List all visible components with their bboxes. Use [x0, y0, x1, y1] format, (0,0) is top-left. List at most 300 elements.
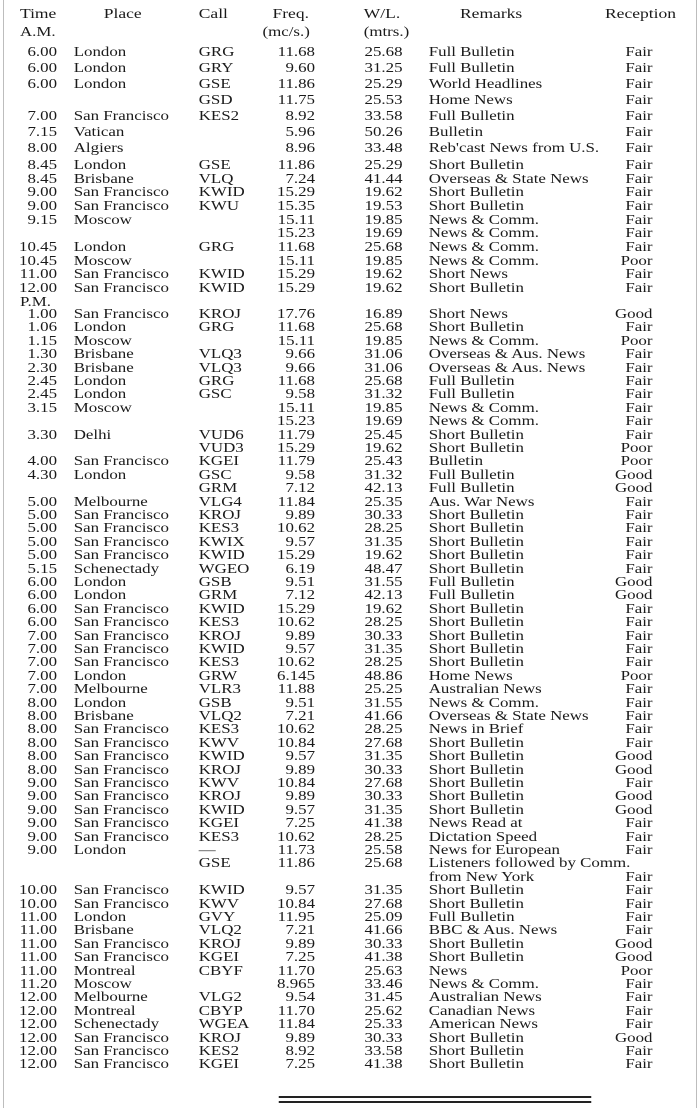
row-place-cell: London: [73, 239, 127, 255]
row-reception-cell: Fair: [625, 140, 653, 155]
row-reception-cell: Fair: [625, 882, 653, 898]
row-wl-cell: 25.62: [364, 1002, 403, 1018]
row-reception-cell: Fair: [625, 520, 653, 536]
row-place-cell: Algiers: [73, 140, 124, 155]
row-call-cell: VLQ3: [198, 359, 242, 375]
row-place-cell: San Francisco: [73, 788, 169, 804]
row-place-cell: San Francisco: [73, 1029, 169, 1045]
row-time-cell: 7.00: [27, 641, 58, 656]
row-wl-cell: 25.53: [364, 92, 403, 107]
row-remarks-cell: Aus. War News: [428, 493, 535, 509]
row-freq-cell: 11.84: [277, 493, 315, 509]
section-am-label: A.M.: [20, 24, 56, 39]
row-reception-cell: Fair: [625, 60, 653, 75]
row-remarks-cell: News & Comm.: [428, 332, 539, 348]
row-freq-cell: 9.89: [285, 507, 315, 522]
row-wl-cell: 30.33: [364, 935, 403, 951]
row-wl-cell: 31.06: [364, 359, 403, 375]
row-freq-cell: 9.57: [285, 641, 315, 656]
row-remarks-cell: News & Comm.: [428, 225, 539, 241]
row-remarks-cell: News & Comm.: [428, 976, 539, 991]
row-reception-cell: Fair: [625, 239, 653, 255]
row-place-cell: San Francisco: [73, 533, 169, 549]
row-freq-cell: 9.57: [285, 882, 315, 898]
row-wl-cell: 41.66: [364, 708, 403, 723]
row-reception-cell: Fair: [625, 721, 653, 737]
section-pm-label: P.M.: [20, 294, 51, 309]
row-remarks-cell: Short Bulletin: [428, 614, 524, 630]
row-time-cell: 8.00: [27, 708, 58, 723]
row-wl-cell: 30.33: [364, 507, 403, 522]
row-wl-cell: 25.68: [364, 44, 403, 59]
row-reception-cell: Good: [615, 466, 653, 482]
row-freq-cell: 11.68: [277, 373, 315, 388]
row-wl-cell: 25.63: [364, 962, 403, 978]
row-freq-cell: 10.62: [277, 654, 315, 670]
row-reception-cell: Fair: [625, 1002, 653, 1018]
row-reception-cell: Fair: [625, 76, 653, 91]
row-time-cell: 7.15: [27, 124, 58, 139]
row-time-cell: 8.45: [27, 170, 58, 186]
row-wl-cell: 25.58: [364, 842, 403, 857]
row-remarks-cell: News for European: [428, 842, 560, 857]
row-place-cell: Montreal: [73, 1002, 136, 1018]
row-freq-cell: 11.79: [277, 453, 315, 469]
row-remarks-cell: News & Comm.: [428, 694, 539, 710]
row-call-cell: KWID: [198, 882, 245, 898]
row-reception-cell: Fair: [625, 909, 653, 924]
row-remarks-cell: Short Bulletin: [428, 157, 524, 172]
row-place-cell: London: [73, 909, 127, 924]
row-freq-cell: 7.12: [285, 587, 315, 603]
row-time-cell: 11.00: [19, 266, 58, 282]
row-time-cell: 11.20: [19, 976, 58, 991]
row-time-cell: 6.00: [27, 614, 58, 630]
row-wl-cell: 25.33: [364, 1016, 403, 1032]
row-wl-cell: 30.33: [364, 788, 403, 804]
row-call-cell: GRY: [198, 60, 234, 75]
row-time-cell: 10.00: [19, 895, 58, 911]
row-place-cell: London: [73, 157, 127, 172]
row-remarks-cell: News in Brief: [428, 721, 524, 737]
row-reception-cell: Fair: [625, 627, 653, 643]
row-call-cell: KES3: [198, 654, 240, 670]
row-place-cell: London: [73, 386, 127, 402]
row-call-cell: GSE: [198, 855, 231, 871]
row-place-cell: San Francisco: [73, 654, 169, 670]
row-freq-cell: 10.84: [277, 734, 315, 750]
row-call-cell: KWID: [198, 600, 245, 616]
row-time-cell: 1.15: [27, 332, 58, 348]
row-time-cell: 5.15: [27, 560, 58, 576]
header-freq-unit: (mc/s.): [262, 24, 310, 39]
row-freq-cell: 15.29: [277, 547, 315, 563]
row-remarks-cell: Short Bulletin: [428, 319, 524, 335]
row-wl-cell: 25.45: [364, 426, 403, 442]
row-wl-cell: 16.89: [364, 306, 403, 321]
row-place-cell: San Francisco: [73, 935, 169, 951]
row-wl-cell: 28.25: [364, 828, 403, 844]
row-freq-cell: 10.62: [277, 828, 315, 844]
row-time-cell: 7.00: [27, 681, 58, 697]
row-place-cell: London: [73, 667, 127, 683]
row-time-cell: 4.00: [27, 453, 58, 469]
row-wl-cell: 48.86: [364, 667, 403, 683]
row-time-cell: 7.00: [27, 627, 58, 643]
row-freq-cell: 9.89: [285, 761, 315, 777]
row-reception-cell: Fair: [625, 157, 653, 172]
row-time-cell: 6.00: [27, 600, 58, 616]
row-wl-cell: 25.35: [364, 493, 403, 509]
row-remarks-cell: Short Bulletin: [428, 641, 524, 656]
row-reception-cell: Poor: [620, 332, 653, 348]
row-remarks-cell: Short Bulletin: [428, 761, 524, 777]
row-call-cell: GRG: [198, 319, 235, 335]
row-reception-cell: Fair: [625, 815, 653, 831]
row-freq-cell: 9.54: [285, 989, 315, 1005]
row-time-cell: 6.00: [27, 574, 58, 589]
row-remarks-cell: Short Bulletin: [428, 654, 524, 670]
row-call-cell: GRW: [198, 667, 238, 683]
row-remarks-cell: Short Bulletin: [428, 280, 524, 296]
row-reception-cell: Fair: [625, 976, 653, 991]
row-remarks-cell: Short Bulletin: [428, 895, 524, 911]
row-place-cell: San Francisco: [73, 1043, 169, 1058]
row-remarks-cell: Home News: [428, 92, 513, 107]
row-time-cell: 12.00: [19, 280, 58, 296]
row-wl-cell: 42.13: [364, 587, 403, 603]
row-time-cell: 5.00: [27, 493, 58, 509]
row-place-cell: San Francisco: [73, 828, 169, 844]
row-reception-cell: Fair: [625, 346, 653, 362]
row-place-cell: London: [73, 466, 127, 482]
row-reception-cell: Fair: [625, 600, 653, 616]
row-reception-cell: Good: [615, 788, 653, 804]
row-wl-cell: 19.69: [364, 413, 403, 429]
row-time-cell: 2.30: [27, 359, 58, 375]
row-time-cell: 11.00: [19, 949, 58, 965]
row-call-cell: GSC: [198, 466, 232, 482]
row-call-cell: KROJ: [198, 788, 241, 804]
row-place-cell: San Francisco: [73, 453, 169, 469]
row-wl-cell: 33.58: [364, 1043, 403, 1058]
row-wl-cell: 28.25: [364, 654, 403, 670]
row-time-cell: 9.00: [27, 775, 58, 790]
row-place-cell: San Francisco: [73, 306, 169, 321]
row-wl-cell: 31.35: [364, 801, 403, 817]
row-place-cell: San Francisco: [73, 949, 169, 965]
row-remarks-cell: Full Bulletin: [428, 480, 515, 496]
row-remarks-cell: BBC & Aus. News: [428, 922, 558, 938]
row-wl-cell: 25.68: [364, 319, 403, 335]
row-freq-cell: 11.88: [277, 681, 315, 697]
row-reception-cell: Fair: [625, 868, 653, 884]
row-place-cell: Brisbane: [73, 170, 134, 186]
row-place-cell: Schenectady: [73, 1016, 160, 1032]
row-freq-cell: 9.89: [285, 935, 315, 951]
row-remarks-cell: Short Bulletin: [428, 1029, 524, 1045]
row-remarks-cell: Full Bulletin: [428, 44, 515, 59]
row-place-cell: London: [73, 574, 127, 589]
row-reception-cell: Fair: [625, 989, 653, 1005]
row-call-cell: WGEA: [198, 1016, 250, 1032]
header-time: Time: [20, 7, 57, 22]
row-call-cell: KES3: [198, 721, 240, 737]
row-reception-cell: Fair: [625, 373, 653, 388]
double-rule-thin: [279, 1101, 592, 1103]
row-time-cell: 2.45: [27, 386, 58, 402]
row-reception-cell: Poor: [620, 440, 653, 455]
row-reception-cell: Fair: [625, 895, 653, 911]
row-remarks-cell: Short Bulletin: [428, 1056, 524, 1072]
row-call-cell: KWV: [198, 734, 240, 750]
row-time-cell: 5.00: [27, 533, 58, 549]
row-place-cell: London: [73, 319, 127, 335]
row-call-cell: GRG: [198, 44, 235, 59]
row-call-cell: GRM: [198, 587, 238, 603]
header-place: Place: [103, 7, 142, 22]
row-time-cell: 6.00: [27, 60, 58, 75]
row-place-cell: Delhi: [73, 426, 112, 442]
row-wl-cell: 33.46: [364, 976, 403, 991]
row-call-cell: GSB: [198, 574, 232, 589]
row-freq-cell: 7.25: [285, 949, 315, 965]
row-wl-cell: 28.25: [364, 721, 403, 737]
row-freq-cell: 6.19: [285, 560, 315, 576]
row-freq-cell: 15.35: [277, 198, 315, 213]
row-wl-cell: 30.33: [364, 1029, 403, 1045]
row-time-cell: 2.45: [27, 373, 58, 388]
row-remarks-cell: Short Bulletin: [428, 949, 524, 965]
row-remarks-cell: Short Bulletin: [428, 748, 524, 764]
row-place-cell: London: [73, 587, 127, 603]
double-rule-thick: [279, 1096, 592, 1098]
row-wl-cell: 19.69: [364, 225, 403, 241]
row-remarks-cell: Short Bulletin: [428, 600, 524, 616]
row-time-cell: 8.00: [27, 734, 58, 750]
row-wl-cell: 19.85: [364, 399, 403, 415]
row-remarks-cell: Full Bulletin: [428, 466, 515, 482]
row-freq-cell: 9.57: [285, 801, 315, 817]
row-call-cell: VLQ: [198, 170, 234, 186]
row-freq-cell: 8.92: [285, 108, 315, 123]
row-time-cell: 1.30: [27, 346, 58, 362]
row-reception-cell: Fair: [625, 614, 653, 630]
header-wl: W/L.: [363, 7, 401, 22]
row-remarks-cell: Full Bulletin: [428, 386, 515, 402]
row-reception-cell: Fair: [625, 654, 653, 670]
row-time-cell: 8.00: [27, 721, 58, 737]
row-wl-cell: 25.25: [364, 681, 403, 697]
row-time-cell: 7.00: [27, 667, 58, 683]
row-time-cell: 1.06: [27, 319, 58, 335]
row-wl-cell: 25.29: [364, 76, 403, 91]
row-place-cell: San Francisco: [73, 184, 169, 200]
row-freq-cell: 8.965: [277, 976, 315, 991]
row-freq-cell: 11.86: [277, 855, 315, 871]
row-wl-cell: 25.09: [364, 909, 403, 924]
row-place-cell: Melbourne: [73, 681, 148, 697]
row-remarks-cell: Short Bulletin: [428, 507, 524, 522]
row-time-cell: 11.00: [19, 935, 58, 951]
row-freq-cell: 9.58: [285, 386, 315, 402]
row-reception-cell: Fair: [625, 734, 653, 750]
row-call-cell: KROJ: [198, 306, 241, 321]
row-call-cell: GVY: [198, 909, 236, 924]
row-reception-cell: Good: [615, 801, 653, 817]
row-freq-cell: 15.11: [277, 211, 315, 227]
row-place-cell: San Francisco: [73, 721, 169, 737]
row-time-cell: 8.00: [27, 140, 58, 155]
row-time-cell: 11.00: [19, 909, 58, 924]
row-remarks-cell: Australian News: [428, 989, 542, 1005]
row-call-cell: WGEO: [198, 560, 250, 576]
row-freq-cell: 15.29: [277, 280, 315, 296]
row-wl-cell: 33.48: [364, 140, 403, 155]
row-remarks-cell: Overseas & State News: [428, 708, 589, 723]
row-freq-cell: 11.86: [277, 157, 315, 172]
row-wl-cell: 31.55: [364, 694, 403, 710]
row-wl-cell: 25.29: [364, 157, 403, 172]
row-wl-cell: 27.68: [364, 734, 403, 750]
row-time-cell: 12.00: [19, 1002, 58, 1018]
row-call-cell: KWIX: [198, 533, 245, 549]
row-time-cell: 6.00: [27, 44, 58, 59]
row-time-cell: 8.00: [27, 748, 58, 764]
row-reception-cell: Fair: [625, 319, 653, 335]
row-freq-cell: 15.29: [277, 266, 315, 282]
row-time-cell: 12.00: [19, 1056, 58, 1072]
row-reception-cell: Fair: [625, 533, 653, 549]
row-time-cell: 9.00: [27, 815, 58, 831]
row-remarks-cell: Short Bulletin: [428, 882, 524, 898]
row-remarks-cell: Home News: [428, 667, 513, 683]
row-call-cell: KWV: [198, 775, 240, 790]
row-wl-cell: 19.62: [364, 280, 403, 296]
row-reception-cell: Fair: [625, 547, 653, 563]
row-freq-cell: 10.84: [277, 895, 315, 911]
row-call-cell: CBYF: [198, 962, 243, 978]
row-wl-cell: 28.25: [364, 614, 403, 630]
row-wl-cell: 19.85: [364, 332, 403, 348]
row-remarks-cell: News & Comm.: [428, 413, 539, 429]
row-call-cell: VLG2: [198, 989, 242, 1005]
row-place-cell: Brisbane: [73, 346, 134, 362]
row-remarks-cell: Australian News: [428, 681, 542, 697]
row-remarks-cell: Short Bulletin: [428, 533, 524, 549]
row-freq-cell: 11.68: [277, 44, 315, 59]
row-call-cell: KROJ: [198, 935, 241, 951]
row-place-cell: San Francisco: [73, 882, 169, 898]
row-wl-cell: 41.38: [364, 815, 403, 831]
row-call-cell: KROJ: [198, 627, 241, 643]
row-call-cell: VUD3: [198, 440, 244, 455]
row-place-cell: San Francisco: [73, 520, 169, 536]
row-wl-cell: 31.06: [364, 346, 403, 362]
row-call-cell: VLQ2: [198, 708, 242, 723]
row-freq-cell: 15.11: [277, 252, 315, 268]
row-remarks-cell: Short Bulletin: [428, 801, 524, 817]
row-reception-cell: Fair: [625, 775, 653, 790]
row-call-cell: VLQ2: [198, 922, 242, 938]
row-remarks-cell: Overseas & Aus. News: [428, 359, 586, 375]
row-remarks-cell: Full Bulletin: [428, 587, 515, 603]
row-freq-cell: 9.60: [285, 60, 315, 75]
row-reception-cell: Fair: [625, 1056, 653, 1072]
row-reception-cell: Fair: [625, 694, 653, 710]
row-freq-cell: 7.25: [285, 1056, 315, 1072]
row-freq-cell: 11.95: [277, 909, 315, 924]
row-freq-cell: 11.70: [277, 1002, 315, 1018]
row-remarks-cell: Short Bulletin: [428, 788, 524, 804]
row-reception-cell: Good: [615, 587, 653, 603]
row-place-cell: San Francisco: [73, 614, 169, 630]
row-place-cell: Brisbane: [73, 708, 134, 723]
row-freq-cell: 10.62: [277, 721, 315, 737]
row-freq-cell: 11.75: [277, 92, 315, 107]
row-remarks-cell: Full Bulletin: [428, 373, 515, 388]
row-freq-cell: 15.11: [277, 399, 315, 415]
row-time-cell: 5.00: [27, 547, 58, 563]
row-time-cell: 9.00: [27, 801, 58, 817]
row-place-cell: Melbourne: [73, 989, 148, 1005]
row-remarks-cell: Short Bulletin: [428, 520, 524, 536]
header-freq: Freq.: [272, 7, 309, 22]
row-freq-cell: 9.57: [285, 748, 315, 764]
row-freq-cell: 15.23: [277, 413, 315, 429]
row-place-cell: London: [73, 44, 127, 59]
row-freq-cell: 10.62: [277, 614, 315, 630]
row-reception-cell: Fair: [625, 922, 653, 938]
row-place-cell: San Francisco: [73, 641, 169, 656]
row-reception-cell: Fair: [625, 92, 653, 107]
row-wl-cell: 28.25: [364, 520, 403, 536]
row-call-cell: VLG4: [198, 493, 242, 509]
row-wl-cell: 31.32: [364, 386, 403, 402]
row-freq-cell: 9.89: [285, 627, 315, 643]
row-remarks-cell: Bulletin: [428, 124, 484, 139]
row-time-cell: 9.00: [27, 828, 58, 844]
row-freq-cell: 9.89: [285, 1029, 315, 1045]
row-reception-cell: Fair: [625, 399, 653, 415]
row-freq-cell: 9.51: [285, 574, 315, 589]
row-time-cell: 9.15: [27, 211, 58, 227]
row-remarks-cell: Full Bulletin: [428, 108, 515, 123]
row-call-cell: —: [198, 842, 216, 857]
row-wl-cell: 19.53: [364, 198, 403, 213]
row-reception-cell: Fair: [625, 493, 653, 509]
row-call-cell: KWID: [198, 801, 245, 817]
row-call-cell: GRG: [198, 373, 235, 388]
row-time-cell: 1.00: [27, 306, 58, 321]
row-freq-cell: 15.29: [277, 440, 315, 455]
row-time-cell: 6.00: [27, 587, 58, 603]
row-remarks-cell: Short Bulletin: [428, 198, 524, 213]
row-wl-cell: 33.58: [364, 108, 403, 123]
row-call-cell: GSC: [198, 386, 232, 402]
row-reception-cell: Fair: [625, 198, 653, 213]
row-freq-cell: 6.145: [277, 667, 315, 683]
row-time-cell: 8.00: [27, 694, 58, 710]
row-reception-cell: Fair: [625, 1016, 653, 1032]
row-time-cell: 3.15: [27, 399, 58, 415]
row-call-cell: KWID: [198, 266, 245, 282]
row-reception-cell: Fair: [625, 170, 653, 186]
row-freq-cell: 7.12: [285, 480, 315, 496]
row-reception-cell: Fair: [625, 426, 653, 442]
row-wl-cell: 31.55: [364, 574, 403, 589]
row-place-cell: Vatican: [73, 124, 125, 139]
